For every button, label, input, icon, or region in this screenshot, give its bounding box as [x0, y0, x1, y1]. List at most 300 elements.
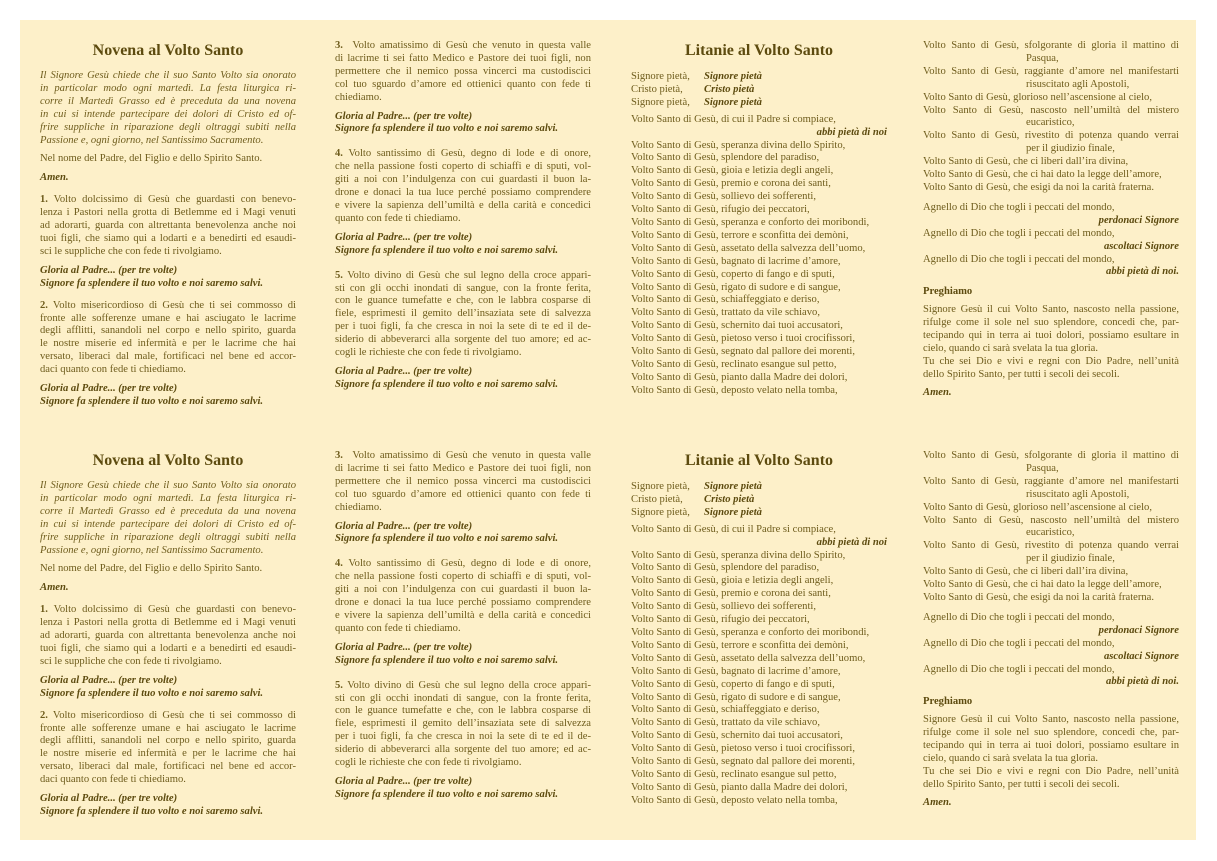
- litany-invocation: [923, 66, 1179, 92]
- prayer-text: [40, 710, 296, 787]
- prayer-number: 1.: [40, 604, 48, 616]
- invocation-continuation: Pasqua,: [1026, 462, 1059, 474]
- litany-invocation: [923, 156, 1179, 169]
- prayer-line-text: Volto amatissimo di Gesù che venuto in questa valle: [342, 450, 591, 461]
- prayer-line: con le guance tumefatte e che, con le labbra cosparse di: [335, 295, 591, 307]
- litany-invocation: Volto Santo di Gesù, rigato di sudore e di sangue,: [631, 281, 841, 293]
- prayer-text: [923, 304, 1179, 381]
- kyrie-answer: Signore pietà: [704, 481, 762, 492]
- prayer-line: giti a noi con l’indulgenza con cui guardasti il buon la-: [335, 174, 591, 186]
- continued-invocations: [923, 450, 1179, 605]
- prayer-line: sci le suppliche che con fede ti rivolgiamo.: [40, 245, 222, 257]
- invocation: Nel nome del Padre, del Figlio e dello Spirito Santo.: [40, 153, 263, 165]
- litany-invocation: Volto Santo di Gesù, splendore del paradiso,: [631, 562, 820, 574]
- prayer-line: quanto con fede ti chiediamo.: [335, 622, 461, 634]
- prayer-line-text: Volto dolcissimo di Gesù che guardasti con benevo-: [47, 194, 296, 206]
- litany-invocation: [923, 540, 1179, 566]
- kyrie-block: [631, 481, 887, 520]
- litany-invocation: [923, 130, 1179, 156]
- novena-prayer-5: [335, 270, 591, 392]
- gloria-response: [335, 232, 591, 258]
- novena-intro: [40, 480, 296, 557]
- litany-invocation: Volto Santo di Gesù, sollievo dei sofferenti,: [631, 191, 816, 203]
- leaflet-page-top: [20, 20, 1196, 430]
- agnus-answer: abbi pietà di noi.: [1106, 266, 1179, 278]
- novena-title: Novena al Volto Santo: [92, 452, 244, 469]
- prayer-line: per i tuoi figli, fa che cresca in noi la sete di te ed il de-: [335, 731, 591, 743]
- litany-invocation: Volto Santo di Gesù, terrore e sconfitta dei demòni,: [631, 639, 849, 651]
- litany-invocation: [923, 40, 1179, 66]
- salvation-line: Signore fa splendere il tuo volto e noi saremo salvi.: [335, 244, 559, 256]
- agnus-answer: ascoltaci Signore: [1103, 650, 1179, 662]
- agnus-answer: perdonaci Signore: [1098, 214, 1179, 226]
- litany-invocation: [923, 92, 1179, 105]
- salvation-line: Signore fa splendere il tuo volto e noi saremo salvi.: [40, 805, 264, 817]
- gloria-response: [40, 793, 296, 819]
- prayer-number: 5.: [335, 679, 343, 691]
- intro-line: Passione e, ogni giorno, nel Santissimo Sacramento.: [40, 134, 264, 146]
- litany-invocation: Volto Santo di Gesù, assetato della salvezza dell’uomo,: [631, 652, 866, 664]
- litany-invocation: Volto Santo di Gesù, deposto velato nella tomba,: [631, 794, 838, 806]
- litanie-column-2: [923, 40, 1179, 400]
- kyrie-answer: Signore pietà: [704, 96, 762, 108]
- litanie-column-1: [631, 40, 887, 398]
- kyrie-call: Signore pietà,: [631, 506, 690, 518]
- invocation-line: Volto Santo di Gesù, rivestito di potenza quando verrai: [923, 130, 1179, 142]
- litany-invocation: Volto Santo di Gesù, trattato da vile schiavo,: [631, 717, 820, 729]
- litany-invocation: Volto Santo di Gesù, speranza e conforto dei moribondi,: [631, 216, 870, 228]
- prayer-line: col tuo sguardo d’amore ed ottienici quanto con fede ti: [335, 488, 591, 500]
- prayer-line: siderio di abbeverarci alla sorgente del tuo amore; ed ac-: [335, 744, 591, 756]
- litany-invocation: [923, 105, 1179, 131]
- invocation-line: Volto Santo di Gesù, glorioso nell’ascensione al cielo,: [923, 91, 1153, 103]
- prayer-line: [40, 300, 296, 313]
- litany-invocation: Volto Santo di Gesù, deposto velato nella tomba,: [631, 384, 838, 396]
- invocation-continuation: eucaristico,: [1026, 527, 1075, 539]
- salvation-line: Signore fa splendere il tuo volto e noi saremo salvi.: [40, 277, 264, 289]
- prayer-line: versato, liberaci dal male, fortificaci nel bene ed accor-: [40, 351, 296, 363]
- prayer-text: [335, 148, 591, 225]
- invocation-continuation: risuscitato agli Apostoli,: [1026, 78, 1130, 90]
- kyrie-line: [631, 481, 887, 494]
- prayer-line: giti a noi con l’indulgenza con cui guardasti il buon la-: [335, 584, 591, 596]
- agnus-line: Agnello di Dio che togli i peccati del mondo,: [923, 201, 1115, 213]
- novena-prayer-1: [40, 604, 296, 700]
- litany-invocation: Volto Santo di Gesù, schernito dai tuoi accusatori,: [631, 320, 843, 332]
- prayer-line: che nella passione fosti coperto di schiaffi e di sputi, vol-: [335, 161, 591, 173]
- novena-prayer-3: [335, 450, 591, 546]
- prayer-line-text: Volto santissimo di Gesù, degno di lode e di onore,: [342, 558, 591, 570]
- gloria-response: [335, 521, 591, 547]
- prayer-line: tecipando qui in terra ai tuoi dolori, possiamo esultare in: [923, 330, 1179, 342]
- litany-invocation: Volto Santo di Gesù, gioia e letizia degli angeli,: [631, 165, 834, 177]
- intro-line: corre il Martedì Grasso ed è preceduta da una novena: [40, 95, 296, 107]
- prayer-line: tuoi figli, che siamo qui a lodarti e a benedirti ed esaudi-: [40, 232, 296, 244]
- invocation-line: Volto Santo di Gesù, sfolgorante di gloria il mattino di: [923, 450, 1179, 461]
- litany-invocation: Volto Santo di Gesù, speranza divina dello Spirito,: [631, 549, 846, 561]
- kyrie-answer: Signore pietà: [704, 71, 762, 82]
- prayer-number: 2.: [40, 709, 48, 721]
- prayer-line: drone e donaci la tua luce perché possiamo comprendere: [335, 187, 591, 199]
- kyrie-answer: Signore pietà: [704, 506, 762, 518]
- prayer-line: rifulge come il sole nel suo splendore, concedi che, par-: [923, 727, 1179, 739]
- litany-invocation: [923, 579, 1179, 592]
- invocation-continuation: per il giudizio finale,: [1026, 553, 1115, 565]
- agnus-answer: perdonaci Signore: [1098, 624, 1179, 636]
- novena-column-1: [40, 450, 296, 828]
- prayer-number: 3.: [335, 450, 343, 461]
- prayer-line: chiediamo.: [335, 501, 382, 513]
- prayer-text: [40, 194, 296, 259]
- litany-invocation: Volto Santo di Gesù, rifugio dei peccatori,: [631, 204, 810, 216]
- litany-invocation: Volto Santo di Gesù, pianto dalla Madre dei dolori,: [631, 371, 848, 383]
- continued-invocations: [923, 40, 1179, 195]
- prayer-number: 4.: [335, 148, 343, 160]
- kyrie-line: [631, 507, 887, 520]
- litany-invocation: Volto Santo di Gesù, terrore e sconfitta dei demòni,: [631, 229, 849, 241]
- invocation-line: Volto Santo di Gesù, raggiante d’amore nel manifestarti: [923, 475, 1179, 487]
- agnus-line: Agnello di Dio che togli i peccati del mondo,: [923, 253, 1115, 265]
- prayer-number: 4.: [335, 558, 343, 570]
- closing-line: dello Spirito Santo, per tutti i secoli dei secoli.: [923, 778, 1120, 790]
- invocation-continuation: per il giudizio finale,: [1026, 143, 1115, 155]
- prayer-line: cogli le richieste che con fede ti rivolgiamo.: [335, 757, 522, 769]
- intro-line: in cui si intende partecipare dei dolori di Cristo ed of-: [40, 108, 296, 120]
- prayer-text: [335, 558, 591, 635]
- agnus-dei: [923, 612, 1179, 689]
- gloria-response: [40, 383, 296, 409]
- kyrie-answer: Cristo pietà: [704, 493, 755, 505]
- agnus-dei: [923, 202, 1179, 279]
- invocation-continuation: eucaristico,: [1026, 117, 1075, 129]
- prayer-line: fiele, esprimesti il gemito dell’insaziata sete di salvezza: [335, 718, 591, 730]
- intro-line: in particolar modo ogni martedì. La festa liturgica ri-: [40, 82, 296, 94]
- litany-invocation: Volto Santo di Gesù, reclinato esangue sul petto,: [631, 768, 837, 780]
- litany-invocation: Volto Santo di Gesù, pietoso verso i tuoi crocifissori,: [631, 743, 856, 755]
- prayer-line: [335, 558, 591, 571]
- novena-prayer-4: [335, 148, 591, 257]
- prayer-line-text: Volto misericordioso di Gesù che ti sei commosso di: [47, 709, 296, 721]
- kyrie-call: Signore pietà,: [631, 71, 690, 82]
- prayer-line: sti con gli occhi inondati di sangue, con la fronte ferita,: [335, 282, 591, 294]
- gloria-line: Gloria al Padre... (per tre volte): [40, 383, 178, 395]
- prayer-text: [40, 300, 296, 377]
- gloria-response: [335, 111, 591, 137]
- invocation-line: Volto Santo di Gesù, nascosto nell’umiltà del mistero: [923, 514, 1179, 526]
- closing-line: Tu che sei Dio e vivi e regni con Dio Padre, nell’unità: [923, 765, 1179, 777]
- prayer-number: 2.: [40, 299, 48, 311]
- kyrie-call: Cristo pietà,: [631, 493, 683, 505]
- gloria-line: Gloria al Padre... (per tre volte): [335, 641, 473, 653]
- prayer-line: di lacrime ti sei fatto Medico e Pastore dei tuoi figli, non: [335, 462, 591, 474]
- litanie-column-1: [631, 450, 887, 808]
- kyrie-line: [631, 494, 887, 507]
- prayer-line-text: Volto amatissimo di Gesù che venuto in questa valle: [342, 40, 591, 51]
- litany-invocation: [923, 515, 1179, 541]
- litany-invocation: Volto Santo di Gesù, premio e corona dei santi,: [631, 588, 831, 600]
- agnus-line: Agnello di Dio che togli i peccati del mondo,: [923, 611, 1115, 623]
- gloria-line: Gloria al Padre... (per tre volte): [335, 110, 473, 122]
- invocation-line: Volto Santo di Gesù, che ci hai dato la legge dell’amore,: [923, 579, 1162, 591]
- intro-line: in particolar modo ogni martedì. La festa liturgica ri-: [40, 492, 296, 504]
- prayer-line: [40, 604, 296, 617]
- prayer-text: [923, 714, 1179, 791]
- litany-invocation: Volto Santo di Gesù, rigato di sudore e di sangue,: [631, 691, 841, 703]
- novena-column-2: [335, 40, 591, 401]
- salvation-line: Signore fa splendere il tuo volto e noi saremo salvi.: [335, 654, 559, 666]
- litany-invocation: Volto Santo di Gesù, schiaffeggiato e deriso,: [631, 704, 820, 716]
- prayer-line: e vivere la sapienza dell’umiltà e della carità e concedici: [335, 199, 591, 211]
- agnus-line: Agnello di Dio che togli i peccati del mondo,: [923, 663, 1115, 675]
- litany-invocation: Volto Santo di Gesù, speranza divina dello Spirito,: [631, 139, 846, 151]
- salvation-line: Signore fa splendere il tuo volto e noi saremo salvi.: [40, 687, 264, 699]
- litany-invocation: Volto Santo di Gesù, sollievo dei sofferenti,: [631, 601, 816, 613]
- invocation-line: Volto Santo di Gesù, sfolgorante di gloria il mattino di: [923, 40, 1179, 51]
- prayer-line: cielo, quando ci sarà svelata la tua gloria.: [923, 342, 1099, 354]
- intro-line: Il Signore Gesù chiede che il suo Santo Volto sia onorato: [40, 480, 296, 491]
- prayer-line: chiediamo.: [335, 91, 382, 103]
- litanie-column-2: [923, 450, 1179, 810]
- litany-invocation: Volto Santo di Gesù, coperto di fango e di sputi,: [631, 268, 835, 280]
- invocation-list: [631, 550, 887, 808]
- intro-line: in cui si intende partecipare dei dolori di Cristo ed of-: [40, 518, 296, 530]
- prayer-line: cogli le richieste che con fede ti rivolgiamo.: [335, 347, 522, 359]
- gloria-line: Gloria al Padre... (per tre volte): [40, 674, 178, 686]
- invocation-line: Volto Santo di Gesù, che ci liberi dall’ira divina,: [923, 566, 1129, 578]
- prayer-heading: Preghiamo: [923, 696, 973, 708]
- closing-line: dello Spirito Santo, per tutti i secoli dei secoli.: [923, 368, 1120, 380]
- intro-line: frire suppliche in riparazione degli oltraggi subiti nella: [40, 531, 296, 543]
- litany-invocation: [923, 450, 1179, 476]
- kyrie-line: [631, 71, 887, 84]
- novena-prayer-2: [40, 300, 296, 409]
- prayer-text: [335, 40, 591, 105]
- prayer-text: [335, 680, 591, 770]
- prayer-line: [335, 40, 591, 53]
- first-invocation: Volto Santo di Gesù, di cui il Padre si compiace,: [631, 523, 836, 535]
- prayer-line-text: Volto divino di Gesù che sul legno della croce appari-: [342, 269, 591, 281]
- prayer-text: [40, 604, 296, 669]
- litany-invocation: [923, 592, 1179, 605]
- prayer-line-text: Volto divino di Gesù che sul legno della croce appari-: [342, 679, 591, 691]
- invocation-line: Volto Santo di Gesù, che ci liberi dall’ira divina,: [923, 156, 1129, 168]
- litany-invocation: Volto Santo di Gesù, pianto dalla Madre dei dolori,: [631, 781, 848, 793]
- prayer-line: [335, 270, 591, 283]
- gloria-response: [40, 675, 296, 701]
- closing-line: Tu che sei Dio e vivi e regni con Dio Padre, nell’unità: [923, 355, 1179, 367]
- intro-line: Il Signore Gesù chiede che il suo Santo Volto sia onorato: [40, 70, 296, 81]
- kyrie-call: Signore pietà,: [631, 96, 690, 108]
- prayer-line: ad adorarti, guarda con altrettanta benevolenza anche noi: [40, 630, 296, 642]
- litanie-title: Litanie al Volto Santo: [684, 452, 834, 469]
- prayer-line: quanto con fede ti chiediamo.: [335, 212, 461, 224]
- kyrie-call: Cristo pietà,: [631, 83, 683, 95]
- prayer-line: con le guance tumefatte e che, con le labbra cosparse di: [335, 705, 591, 717]
- prayer-line: degli afflitti, sanandoli nel corpo e nello spirito, guarda: [40, 325, 296, 337]
- gloria-line: Gloria al Padre... (per tre volte): [335, 365, 473, 377]
- prayer-line: fronte alle sofferenze umane e hai asciugato le lacrime: [40, 312, 296, 324]
- prayer-number: 3.: [335, 40, 343, 51]
- agnus-answer: abbi pietà di noi.: [1106, 676, 1179, 688]
- litany-invocation: Volto Santo di Gesù, bagnato di lacrime d’amore,: [631, 255, 841, 267]
- prayer-line: lenza i Pastori nella grotta di Betlemme ed i Magi venuti: [40, 617, 296, 629]
- refrain: abbi pietà di noi: [816, 126, 887, 138]
- prayer-line: rifulge come il sole nel suo splendore, concedi che, par-: [923, 317, 1179, 329]
- prayer-line: drone e donaci la tua luce perché possiamo comprendere: [335, 597, 591, 609]
- prayer-line: siderio di abbeverarci alla sorgente del tuo amore; ed ac-: [335, 334, 591, 346]
- invocation-line: Volto Santo di Gesù, che esigi da noi la carità fraterna.: [923, 181, 1155, 193]
- prayer-line-text: Volto dolcissimo di Gesù che guardasti con benevo-: [47, 604, 296, 616]
- litany-invocation: Volto Santo di Gesù, rifugio dei peccatori,: [631, 614, 810, 626]
- litany-invocation: Volto Santo di Gesù, gioia e letizia degli angeli,: [631, 575, 834, 587]
- novena-intro: [40, 70, 296, 147]
- litany-invocation: Volto Santo di Gesù, segnato dal pallore dei morenti,: [631, 346, 855, 358]
- litanie-amen: Amen.: [923, 386, 952, 398]
- litany-invocation: Volto Santo di Gesù, assetato della salvezza dell’uomo,: [631, 242, 866, 254]
- novena-prayer-3: [335, 40, 591, 136]
- novena-column-2: [335, 450, 591, 811]
- intro-line: Passione e, ogni giorno, nel Santissimo Sacramento.: [40, 544, 264, 556]
- prayer-line: Signore Gesù il cui Volto Santo, nascosto nella passione,: [923, 714, 1179, 726]
- prayer-line: ad adorarti, guarda con altrettanta benevolenza anche noi: [40, 220, 296, 232]
- prayer-text: [335, 450, 591, 515]
- kyrie-answer: Cristo pietà: [704, 83, 755, 95]
- first-invocation: Volto Santo di Gesù, di cui il Padre si compiace,: [631, 113, 836, 125]
- litany-invocation: [923, 182, 1179, 195]
- novena-prayer-2: [40, 710, 296, 819]
- amen: Amen.: [40, 172, 69, 184]
- prayer-line: cielo, quando ci sarà svelata la tua gloria.: [923, 752, 1099, 764]
- prayer-line: le nostre miserie ed infermità e per le lacrime che hai: [40, 748, 296, 760]
- prayer-line: tuoi figli, che siamo qui a lodarti e a benedirti ed esaudi-: [40, 642, 296, 654]
- gloria-response: [335, 366, 591, 392]
- intro-line: frire suppliche in riparazione degli oltraggi subiti nella: [40, 121, 296, 133]
- prayer-line: [40, 710, 296, 723]
- novena-prayer-1: [40, 194, 296, 290]
- prayer-line: Signore Gesù il cui Volto Santo, nascosto nella passione,: [923, 304, 1179, 316]
- kyrie-line: [631, 84, 887, 97]
- invocation-line: Volto Santo di Gesù, nascosto nell’umiltà del mistero: [923, 104, 1179, 116]
- litany-invocation: [923, 502, 1179, 515]
- leaflet-page-bottom: [20, 430, 1196, 840]
- kyrie-call: Signore pietà,: [631, 481, 690, 492]
- invocation-continuation: risuscitato agli Apostoli,: [1026, 488, 1130, 500]
- novena-prayer-5: [335, 680, 591, 802]
- prayer-line: per i tuoi figli, fa che cresca in noi la sete di te ed il de-: [335, 321, 591, 333]
- invocation-line: Volto Santo di Gesù, che ci hai dato la legge dell’amore,: [923, 169, 1162, 181]
- invocation-line: Volto Santo di Gesù, glorioso nell’ascensione al cielo,: [923, 501, 1153, 513]
- prayer-line: permettere che il nemico possa vincerci ma custodiscici: [335, 475, 591, 487]
- agnus-line: Agnello di Dio che togli i peccati del mondo,: [923, 227, 1115, 239]
- litany-invocation: Volto Santo di Gesù, bagnato di lacrime d’amore,: [631, 665, 841, 677]
- agnus-answer: ascoltaci Signore: [1103, 240, 1179, 252]
- invocation-line: Volto Santo di Gesù, raggiante d’amore nel manifestarti: [923, 65, 1179, 77]
- prayer-line: col tuo sguardo d’amore ed ottienici quanto con fede ti: [335, 78, 591, 90]
- litany-invocation: [923, 169, 1179, 182]
- litanie-amen: Amen.: [923, 796, 952, 808]
- prayer-line-text: Volto misericordioso di Gesù che ti sei commosso di: [47, 299, 296, 311]
- salvation-line: Signore fa splendere il tuo volto e noi saremo salvi.: [335, 788, 559, 800]
- prayer-line-text: Volto santissimo di Gesù, degno di lode e di onore,: [342, 148, 591, 160]
- prayer-line: fronte alle sofferenze umane e hai asciugato le lacrime: [40, 722, 296, 734]
- prayer-line: di lacrime ti sei fatto Medico e Pastore dei tuoi figli, non: [335, 52, 591, 64]
- invocation-line: Volto Santo di Gesù, che esigi da noi la carità fraterna.: [923, 591, 1155, 603]
- litany-invocation: Volto Santo di Gesù, reclinato esangue sul petto,: [631, 358, 837, 370]
- prayer-number: 1.: [40, 194, 48, 206]
- gloria-line: Gloria al Padre... (per tre volte): [335, 231, 473, 243]
- salvation-line: Signore fa splendere il tuo volto e noi saremo salvi.: [40, 395, 264, 407]
- prayer-line: sti con gli occhi inondati di sangue, con la fronte ferita,: [335, 692, 591, 704]
- refrain: abbi pietà di noi: [816, 536, 887, 548]
- prayer-number: 5.: [335, 269, 343, 281]
- agnus-line: Agnello di Dio che togli i peccati del mondo,: [923, 637, 1115, 649]
- prayer-line: versato, liberaci dal male, fortificaci nel bene ed accor-: [40, 761, 296, 773]
- invocation-list: [631, 140, 887, 398]
- litany-invocation: Volto Santo di Gesù, splendore del paradiso,: [631, 152, 820, 164]
- prayer-line: [40, 194, 296, 207]
- gloria-response: [40, 265, 296, 291]
- litany-invocation: Volto Santo di Gesù, trattato da vile schiavo,: [631, 307, 820, 319]
- salvation-line: Signore fa splendere il tuo volto e noi saremo salvi.: [335, 378, 559, 390]
- litany-invocation: Volto Santo di Gesù, coperto di fango e di sputi,: [631, 678, 835, 690]
- salvation-line: Signore fa splendere il tuo volto e noi saremo salvi.: [335, 533, 559, 545]
- prayer-line: daci quanto con fede ti chiediamo.: [40, 364, 186, 376]
- prayer-line: fiele, esprimesti il gemito dell’insaziata sete di salvezza: [335, 308, 591, 320]
- prayer-line: le nostre miserie ed infermità e per le lacrime che hai: [40, 338, 296, 350]
- litany-invocation: Volto Santo di Gesù, segnato dal pallore dei morenti,: [631, 756, 855, 768]
- prayer-line: che nella passione fosti coperto di schiaffi e di sputi, vol-: [335, 571, 591, 583]
- novena-title: Novena al Volto Santo: [92, 42, 244, 59]
- invocation-continuation: Pasqua,: [1026, 52, 1059, 64]
- litany-invocation: [923, 566, 1179, 579]
- leaflet-sheet: [20, 20, 1196, 840]
- prayer-line: e vivere la sapienza dell’umiltà e della carità e concedici: [335, 609, 591, 621]
- amen: Amen.: [40, 582, 69, 594]
- kyrie-block: [631, 71, 887, 110]
- novena-column-1: [40, 40, 296, 418]
- gloria-line: Gloria al Padre... (per tre volte): [335, 520, 473, 532]
- litanie-title: Litanie al Volto Santo: [684, 42, 834, 59]
- litany-invocation: Volto Santo di Gesù, premio e corona dei santi,: [631, 178, 831, 190]
- prayer-line: daci quanto con fede ti chiediamo.: [40, 774, 186, 786]
- gloria-line: Gloria al Padre... (per tre volte): [335, 775, 473, 787]
- prayer-line: lenza i Pastori nella grotta di Betlemme ed i Magi venuti: [40, 207, 296, 219]
- prayer-line: [335, 148, 591, 161]
- prayer-line: permettere che il nemico possa vincerci ma custodiscici: [335, 65, 591, 77]
- novena-prayer-4: [335, 558, 591, 667]
- invocation-line: Volto Santo di Gesù, rivestito di potenza quando verrai: [923, 540, 1179, 552]
- litany-invocation: Volto Santo di Gesù, schernito dai tuoi accusatori,: [631, 730, 843, 742]
- prayer-line: degli afflitti, sanandoli nel corpo e nello spirito, guarda: [40, 735, 296, 747]
- gloria-line: Gloria al Padre... (per tre volte): [40, 793, 178, 805]
- invocation: Nel nome del Padre, del Figlio e dello Spirito Santo.: [40, 563, 263, 575]
- litany-invocation: Volto Santo di Gesù, schiaffeggiato e deriso,: [631, 294, 820, 306]
- gloria-line: Gloria al Padre... (per tre volte): [40, 264, 178, 276]
- prayer-line: [335, 450, 591, 463]
- litany-invocation: [923, 476, 1179, 502]
- prayer-line: [335, 680, 591, 693]
- gloria-response: [335, 776, 591, 802]
- prayer-text: [335, 270, 591, 360]
- litany-invocation: Volto Santo di Gesù, pietoso verso i tuoi crocifissori,: [631, 333, 856, 345]
- kyrie-line: [631, 97, 887, 110]
- prayer-line: tecipando qui in terra ai tuoi dolori, possiamo esultare in: [923, 740, 1179, 752]
- gloria-response: [335, 642, 591, 668]
- salvation-line: Signore fa splendere il tuo volto e noi saremo salvi.: [335, 123, 559, 135]
- litany-invocation: Volto Santo di Gesù, speranza e conforto dei moribondi,: [631, 626, 870, 638]
- prayer-heading: Preghiamo: [923, 286, 973, 298]
- intro-line: corre il Martedì Grasso ed è preceduta da una novena: [40, 505, 296, 517]
